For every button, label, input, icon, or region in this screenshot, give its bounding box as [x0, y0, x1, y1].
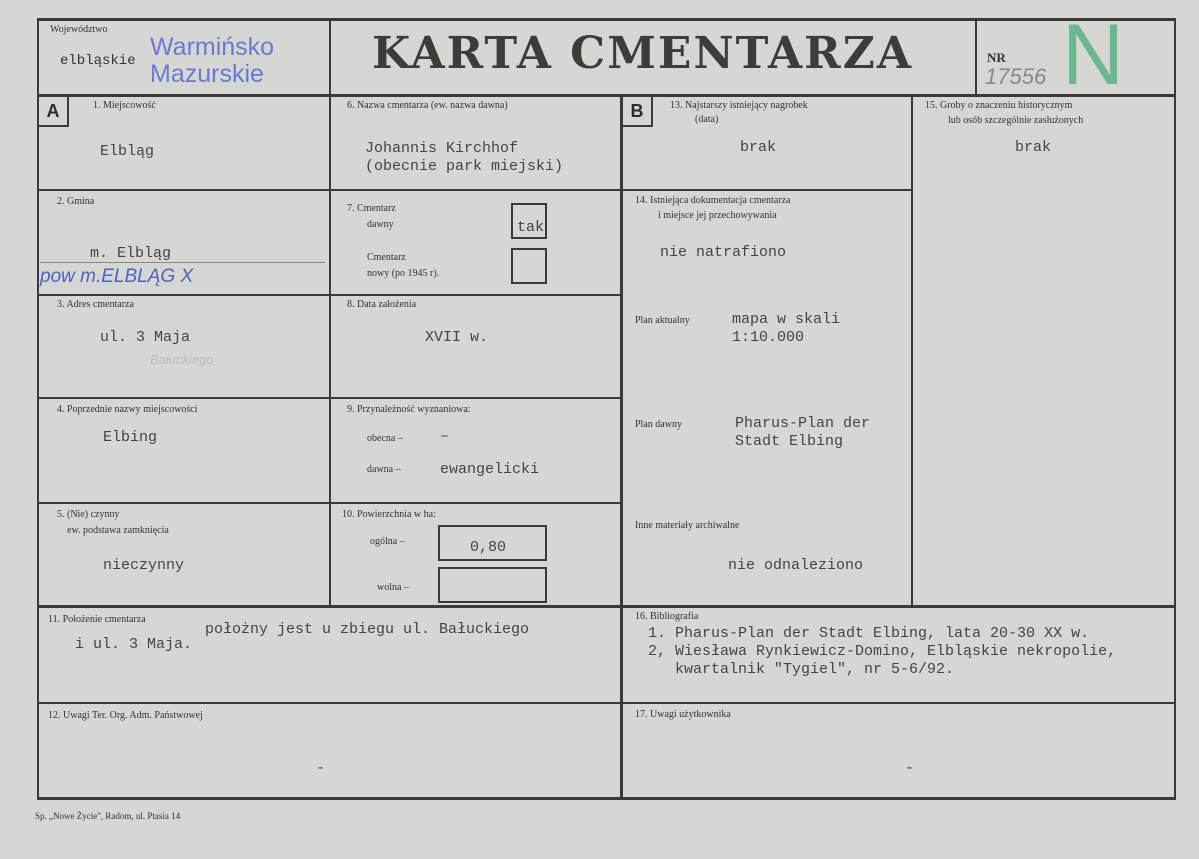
checkbox-value: tak — [517, 219, 545, 236]
voivodeship-label: Województwo — [50, 24, 108, 35]
field-label: 4. Poprzednie nazwy miejscowości — [57, 404, 198, 415]
field-label: 10. Powierzchnia w ha: — [342, 509, 436, 520]
field-label: lub osób szczególnie zasłużonych — [948, 115, 1084, 126]
field-label: 15. Groby o znaczeniu historycznym — [925, 100, 1073, 111]
checkbox-nowy — [511, 248, 547, 284]
field-label: 5. (Nie) czynny — [57, 509, 120, 520]
field-value: i ul. 3 Maja. — [75, 636, 193, 653]
field-value: Stadt Elbing — [735, 433, 844, 450]
area-free-box — [438, 567, 547, 603]
underline — [40, 262, 325, 263]
field-label: i miejsce jej przechowywania — [658, 210, 777, 221]
field-value: XVII w. — [425, 329, 489, 346]
field-value: nie natrafiono — [660, 244, 787, 261]
divider — [37, 94, 1176, 97]
bibliography-item: kwartalnik "Tygiel", nr 5-6/92. — [648, 661, 955, 678]
bibliography-item: 2, Wiesława Rynkiewicz-Domino, Elbląskie nekropolie, — [648, 643, 1117, 660]
divider — [620, 95, 623, 799]
field-value: ewangelicki — [440, 461, 540, 478]
field-value: nieczynny — [103, 557, 185, 574]
field-label: (data) — [695, 114, 719, 125]
field-label: obecna – — [367, 433, 403, 444]
field-value: - — [905, 760, 915, 777]
field-value: położny jest u zbiegu ul. Bałuckiego — [205, 621, 530, 638]
field-value: brak — [1015, 139, 1052, 156]
divider — [37, 605, 1176, 608]
field-value: ul. 3 Maja — [100, 329, 191, 346]
nr-value: 17556 — [985, 64, 1047, 89]
field-label: Inne materiały archiwalne — [635, 520, 740, 531]
nr-label: NR — [987, 50, 1006, 65]
field-label: dawna – — [367, 464, 401, 475]
field-label: 17. Uwagi użytkownika — [635, 709, 731, 720]
field-label: 8. Data założenia — [347, 299, 417, 310]
divider — [37, 189, 621, 191]
field-value: m. Elbląg — [90, 245, 172, 262]
field-label: 1. Miejscowość — [93, 100, 156, 111]
divider — [975, 18, 977, 96]
divider — [37, 502, 621, 504]
field-label: dawny — [367, 219, 394, 230]
field-label: 6. Nazwa cmentarza (ew. nazwa dawna) — [347, 100, 508, 111]
field-value: 1:10.000 — [732, 329, 805, 346]
stamp-line1: Warmińsko — [150, 33, 275, 61]
section-b-badge: B — [623, 97, 653, 127]
border — [37, 18, 39, 800]
handwritten-note: pow m.ELBLĄG X — [40, 266, 194, 287]
field-value: Elbing — [103, 429, 158, 446]
divider — [37, 397, 621, 399]
field-label: nowy (po 1945 r). — [367, 268, 440, 279]
field-value: Johannis Kirchhof — [365, 140, 519, 157]
field-value: brak — [740, 139, 777, 156]
divider — [911, 95, 913, 606]
field-label: ogólna – — [370, 536, 405, 547]
field-label: Plan dawny — [635, 419, 682, 430]
bibliography-item: 1. Pharus-Plan der Stadt Elbing, lata 20-30 XX w. — [648, 625, 1090, 642]
divider — [37, 702, 1176, 704]
voivodeship-value: elbląskie — [60, 53, 136, 69]
nr-mark: N — [1062, 7, 1125, 103]
field-label: 7. Cmentarz — [347, 203, 396, 214]
field-label: Plan aktualny — [635, 315, 690, 326]
border — [37, 797, 1176, 800]
divider — [37, 294, 621, 296]
field-value: Elbląg — [100, 143, 155, 160]
field-label: 13. Najstarszy istniejący nagrobek — [670, 100, 808, 111]
field-value: 0,80 — [470, 539, 507, 556]
section-a-badge: A — [39, 97, 69, 127]
border — [1174, 18, 1176, 800]
divider — [329, 18, 331, 606]
page-title: KARTA CMENTARZA — [372, 28, 913, 79]
field-label: 12. Uwagi Ter. Org. Adm. Państwowej — [48, 710, 203, 721]
field-value: nie odnaleziono — [728, 557, 864, 574]
field-label: 9. Przynależność wyznaniowa: — [347, 404, 471, 415]
field-label: Cmentarz — [367, 252, 406, 263]
divider — [622, 189, 912, 191]
field-label: wolna – — [377, 582, 409, 593]
stamp-line2: Mazurskie — [150, 60, 264, 88]
printer-imprint: Sp. „Nowe Życie", Radom, ul. Ptasia 14 — [35, 811, 181, 821]
field-value: - — [316, 760, 326, 777]
field-label: 3. Adres cmentarza — [57, 299, 134, 310]
field-label: 2. Gmina — [57, 196, 95, 207]
border — [37, 18, 1176, 21]
field-value: mapa w skali — [732, 311, 841, 328]
field-label: 11. Położenie cmentarza — [48, 614, 146, 625]
checkbox-dawny — [511, 203, 547, 239]
field-value: (obecnie park miejski) — [365, 158, 564, 175]
area-total-box — [438, 525, 547, 561]
field-label: ew. podstawa zamknięcia — [67, 525, 169, 536]
field-value: – — [440, 428, 450, 445]
faint-handwriting: Bałuckiego — [150, 352, 214, 367]
field-label: 16. Bibliografia — [635, 611, 699, 622]
field-label: 14. Istniejąca dokumentacja cmentarza — [635, 195, 791, 206]
field-value: Pharus-Plan der — [735, 415, 871, 432]
